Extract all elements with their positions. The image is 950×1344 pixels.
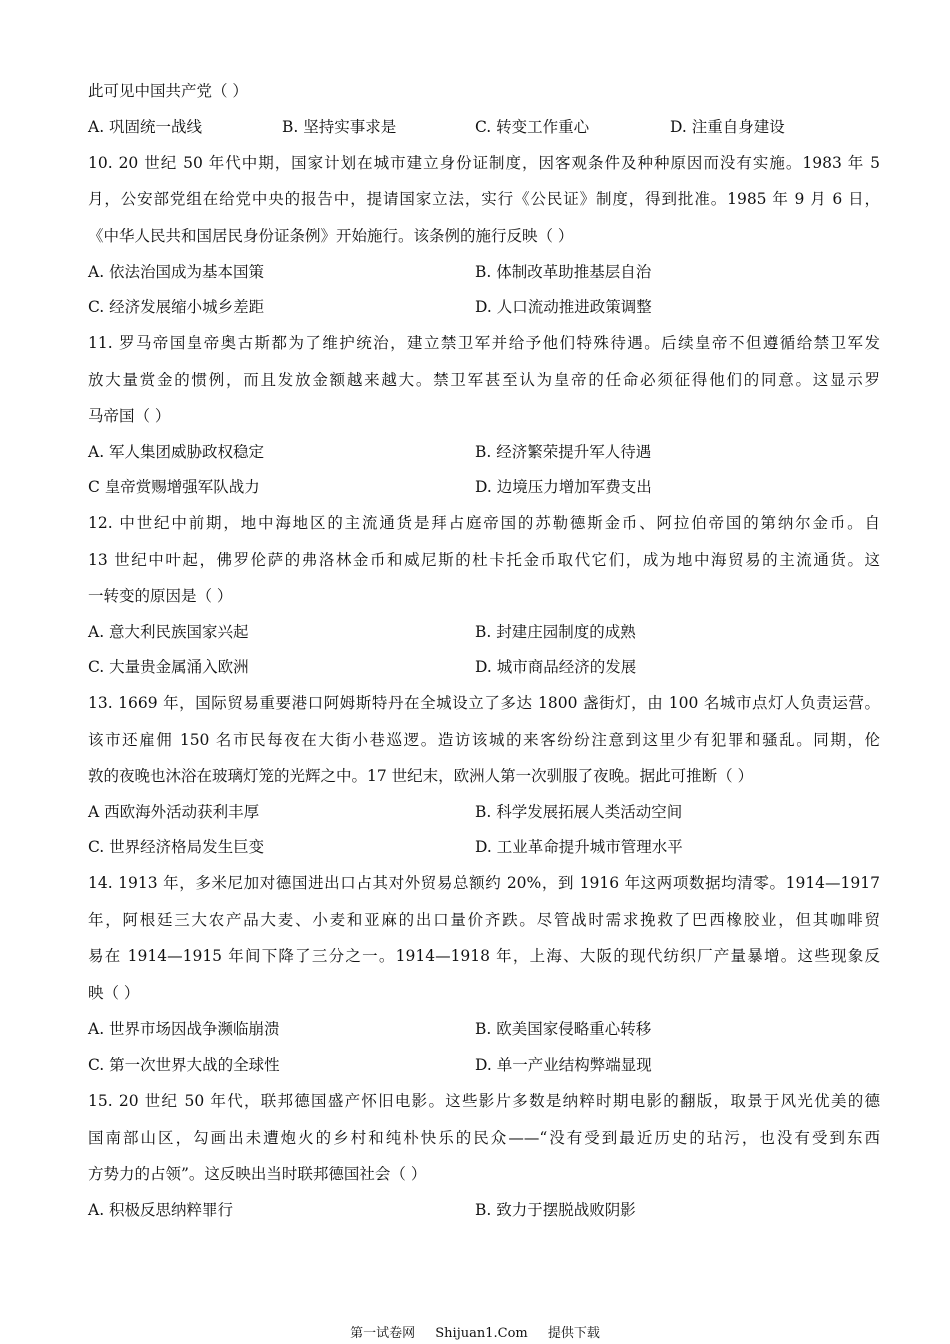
q9-option-c: C. 转变工作重心 (475, 118, 590, 136)
q9-stem-tail: 此可见中国共产党（ ） (88, 82, 248, 100)
q15-option-a: A. 积极反思纳粹罪行 (88, 1201, 234, 1219)
q9-option-d: D. 注重自身建设 (670, 118, 785, 136)
footer-site-link[interactable]: Shijuan1.Com (435, 1326, 528, 1341)
q10-stem-line: 月，公安部党组在给党中央的报告中，提请国家立法，实行《公民证》制度，得到批准。1985 年 9 月 6 日， (88, 190, 880, 208)
q14-stem-line: 14. 1913 年，多米尼加对德国进出口占其对外贸易总额约 20%，到 1916 年这两项数据均清零。1914—1917 (88, 874, 880, 892)
q11-option-c: C 皇帝赏赐增强军队战力 (88, 478, 260, 496)
q14-option-d: D. 单一产业结构弊端显现 (475, 1056, 652, 1074)
q13-option-b: B. 科学发展拓展人类活动空间 (475, 803, 683, 821)
q15-stem-line: 15. 20 世纪 50 年代，联邦德国盛产怀旧电影。这些影片多数是纳粹时期电影的翻版，取景于风光优美的德 (88, 1092, 880, 1110)
page-footer (0, 1325, 950, 1343)
q14-stem-line: 映（ ） (88, 984, 140, 1002)
q12-stem-line: 一转变的原因是（ ） (88, 587, 233, 605)
q12-option-b: B. 封建庄园制度的成熟 (475, 623, 636, 641)
footer-site-name: 第一试卷网 (350, 1326, 416, 1341)
q11-stem-line: 放大量赏金的惯例，而且发放金额越来越大。禁卫军甚至认为皇帝的任命必须征得他们的同意。这显示罗 (88, 371, 880, 389)
q10-stem-line: 《中华人民共和国居民身份证条例》开始施行。该条例的施行反映（ ） (88, 227, 574, 245)
q13-option-d: D. 工业革命提升城市管理水平 (475, 838, 683, 856)
q15-stem-line: 国南部山区，勾画出未遭炮火的乡村和纯朴快乐的民众——“没有受到最近历史的玷污，也没有受到东西 (88, 1129, 880, 1147)
q10-stem-line: 10. 20 世纪 50 年代中期，国家计划在城市建立身份证制度，因客观条件及种种原因而没有实施。1983 年 5 (88, 154, 880, 172)
q14-stem-line: 易在 1914—1915 年间下降了三分之一。1914—1918 年，上海、大阪的现代纺织厂产量暴增。这些现象反 (88, 947, 880, 965)
q10-option-c: C. 经济发展缩小城乡差距 (88, 298, 265, 316)
q11-option-b: B. 经济繁荣提升军人待遇 (475, 443, 652, 461)
footer-note: 提供下载 (547, 1326, 600, 1341)
q15-stem-line: 方势力的占领”。这反映出当时联邦德国社会（ ） (88, 1165, 427, 1183)
q13-option-a: A 西欧海外活动获利丰厚 (88, 803, 260, 821)
q9-option-a: A. 巩固统一战线 (88, 118, 203, 136)
q13-stem-line: 该市还雇佣 150 名市民每夜在大街小巷巡逻。造访该城的来客纷纷注意到这里少有犯罪和骚乱。同期，伦 (88, 731, 880, 749)
q11-stem-line: 马帝国（ ） (88, 407, 171, 425)
q10-option-d: D. 人口流动推进政策调整 (475, 298, 652, 316)
q11-stem-line: 11. 罗马帝国皇帝奥古斯都为了维护统治，建立禁卫军并给予他们特殊待遇。后续皇帝不但遵循给禁卫军发 (88, 334, 880, 352)
q13-stem-line: 13. 1669 年，国际贸易重要港口阿姆斯特丹在全城设立了多达 1800 盏街灯，由 100 名城市点灯人负责运营。 (88, 694, 880, 712)
q12-option-a: A. 意大利民族国家兴起 (88, 623, 249, 641)
q9-option-b: B. 坚持实事求是 (282, 118, 397, 136)
q12-option-d: D. 城市商品经济的发展 (475, 658, 637, 676)
q12-option-c: C. 大量贵金属涌入欧洲 (88, 658, 249, 676)
q15-option-b: B. 致力于摆脱战败阴影 (475, 1201, 636, 1219)
q10-option-b: B. 体制改革助推基层自治 (475, 263, 652, 281)
q14-option-a: A. 世界市场因战争濒临崩溃 (88, 1020, 280, 1038)
q12-stem-line: 13 世纪中叶起，佛罗伦萨的弗洛林金币和威尼斯的杜卡托金币取代它们，成为地中海贸易的主流通货。这 (88, 551, 880, 569)
q10-option-a: A. 依法治国成为基本国策 (88, 263, 265, 281)
q14-stem-line: 年，阿根廷三大农产品大麦、小麦和亚麻的出口量价齐跌。尽管战时需求挽救了巴西橡胶业，但其咖啡贸 (88, 911, 880, 929)
q11-option-d: D. 边境压力增加军费支出 (475, 478, 652, 496)
q13-option-c: C. 世界经济格局发生巨变 (88, 838, 265, 856)
q13-stem-line: 敦的夜晚也沐浴在玻璃灯笼的光辉之中。17 世纪末，欧洲人第一次驯服了夜晚。据此可推断（ ） (88, 767, 754, 785)
q12-stem-line: 12. 中世纪中前期，地中海地区的主流通货是拜占庭帝国的苏勒德斯金币、阿拉伯帝国的第纳尔金币。自 (88, 514, 880, 532)
q14-option-c: C. 第一次世界大战的全球性 (88, 1056, 280, 1074)
q14-option-b: B. 欧美国家侵略重心转移 (475, 1020, 652, 1038)
q11-option-a: A. 军人集团威胁政权稳定 (88, 443, 265, 461)
